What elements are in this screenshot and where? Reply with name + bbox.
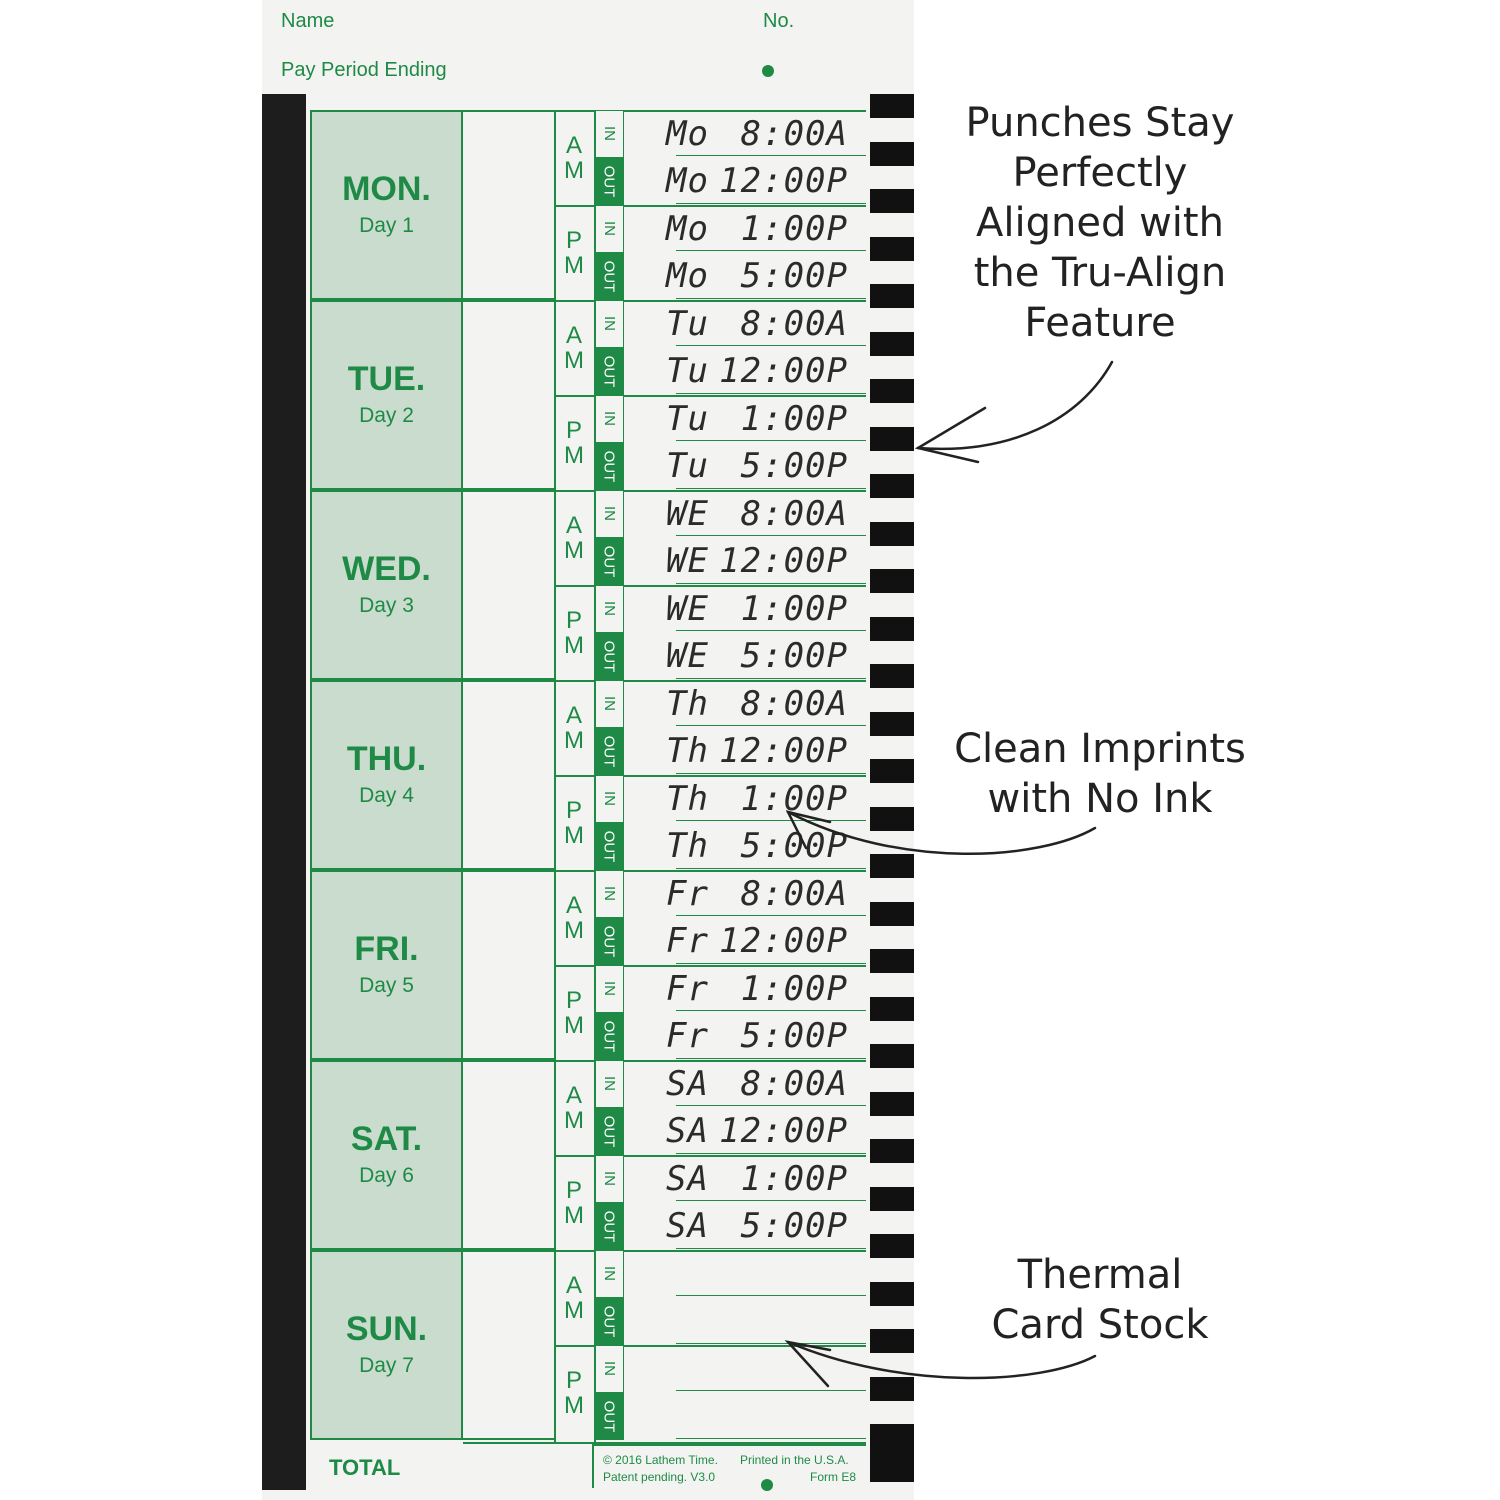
patent-text: Patent pending. V3.0 <box>603 1470 716 1484</box>
out-tag-label: OUT <box>600 735 618 768</box>
in-tag-label: IN <box>600 791 618 807</box>
punch-day: Th <box>666 778 709 819</box>
day-number: Day 1 <box>359 213 414 237</box>
punch-time: 5:00P <box>740 446 848 487</box>
out-tag-label: OUT <box>600 1020 618 1053</box>
punch-day: SA <box>666 1063 709 1104</box>
punch-time: 1:00P <box>740 1158 848 1199</box>
am-label: A M <box>564 1081 584 1134</box>
punch-time: 12:00P <box>719 161 848 202</box>
total-label: TOTAL <box>329 1455 401 1480</box>
punch-time: 1:00P <box>740 588 848 629</box>
punch-time: 1:00P <box>740 398 848 439</box>
punch-time: 1:00P <box>740 968 848 1009</box>
punch-day: Fr <box>666 1016 709 1057</box>
printed-text: Printed in the U.S.A. <box>740 1453 849 1467</box>
day-name: THU. <box>346 740 427 779</box>
punch-time: 8:00A <box>740 1063 848 1104</box>
am-label: A M <box>564 701 584 754</box>
callout-clean-imprints: Clean Imprints with No Ink <box>954 726 1246 822</box>
day-number: Day 4 <box>359 783 414 807</box>
day-name: SAT. <box>350 1120 423 1159</box>
punch-time: 8:00A <box>740 113 848 154</box>
punch-day: SA <box>666 1111 709 1152</box>
in-tag-label: IN <box>600 981 618 997</box>
punch-day: SA <box>666 1206 709 1247</box>
day-number: Day 2 <box>359 403 414 427</box>
day-number: Day 3 <box>359 593 414 617</box>
pm-label: P M <box>564 1176 584 1229</box>
punch-day: WE <box>666 493 709 534</box>
out-tag-label: OUT <box>600 260 618 293</box>
punch-day: Th <box>666 683 709 724</box>
punch-day: Mo <box>666 161 709 202</box>
day-number: Day 5 <box>359 973 414 997</box>
punch-day: Fr <box>666 968 709 1009</box>
arrowhead-tru-align <box>918 408 985 462</box>
in-tag-label: IN <box>600 1361 618 1377</box>
pay-period-label: Pay Period Ending <box>281 59 447 81</box>
out-tag-label: OUT <box>600 450 618 483</box>
punch-day: WE <box>666 541 709 582</box>
punch-time: 5:00P <box>740 256 848 297</box>
pm-label: P M <box>564 796 584 849</box>
pm-label: P M <box>564 226 584 279</box>
day-name: FRI. <box>354 930 419 969</box>
arrowhead-thermal-stock <box>788 1342 830 1386</box>
day-name: MON. <box>342 170 431 209</box>
in-tag-label: IN <box>600 601 618 617</box>
in-tag-label: IN <box>600 506 618 522</box>
in-tag-label: IN <box>600 886 618 902</box>
form-text: Form E8 <box>810 1470 857 1484</box>
punch-time: 5:00P <box>740 826 848 867</box>
in-tag-label: IN <box>600 1171 618 1187</box>
in-tag-label: IN <box>600 316 618 332</box>
arrowhead-clean-imprints <box>788 812 830 848</box>
day-number: Day 7 <box>359 1353 414 1377</box>
punch-time: 5:00P <box>740 1016 848 1057</box>
out-tag-label: OUT <box>600 165 618 198</box>
in-tag-label: IN <box>600 126 618 142</box>
punch-day: Tu <box>666 446 709 487</box>
punch-day: Tu <box>666 351 709 392</box>
punch-time: 8:00A <box>740 873 848 914</box>
in-tag-label: IN <box>600 1076 618 1092</box>
punch-day: Tu <box>666 303 709 344</box>
out-tag-label: OUT <box>600 640 618 673</box>
pm-label: P M <box>564 1366 584 1419</box>
punch-day: Fr <box>666 873 709 914</box>
punch-time: 12:00P <box>719 1111 848 1152</box>
out-tag-label: OUT <box>600 830 618 863</box>
am-label: A M <box>564 511 584 564</box>
pm-label: P M <box>564 606 584 659</box>
punch-day: SA <box>666 1158 709 1199</box>
arrow-thermal-stock <box>788 1342 1095 1378</box>
punch-day: WE <box>666 636 709 677</box>
callout-tru-align: Punches Stay Perfectly Aligned with the Tru-Align Feature <box>965 100 1235 346</box>
in-tag-label: IN <box>600 411 618 427</box>
punch-time: 12:00P <box>719 731 848 772</box>
pm-label: P M <box>564 416 584 469</box>
punch-day: Th <box>666 731 709 772</box>
punch-day: Fr <box>666 921 709 962</box>
out-tag-label: OUT <box>600 1115 618 1148</box>
day-name: SUN. <box>345 1310 428 1349</box>
punch-time: 8:00A <box>740 493 848 534</box>
out-tag-label: OUT <box>600 1210 618 1243</box>
arrow-tru-align <box>918 362 1112 449</box>
punch-time: 12:00P <box>719 541 848 582</box>
pm-label: P M <box>564 986 584 1039</box>
in-tag-label: IN <box>600 221 618 237</box>
punch-time: 5:00P <box>740 636 848 677</box>
day-name: TUE. <box>347 360 426 399</box>
in-tag-label: IN <box>600 696 618 712</box>
punch-time: 12:00P <box>719 921 848 962</box>
copyright-text: © 2016 Lathem Time. <box>603 1453 718 1467</box>
punch-day: Tu <box>666 398 709 439</box>
punch-time: 12:00P <box>719 351 848 392</box>
punch-time: 1:00P <box>740 208 848 249</box>
arrow-clean-imprints <box>788 812 1095 854</box>
callout-thermal-stock: Thermal Card Stock <box>991 1252 1209 1348</box>
am-label: A M <box>564 131 584 184</box>
punch-time: 1:00P <box>740 778 848 819</box>
punch-day: Mo <box>666 256 709 297</box>
am-label: A M <box>564 321 584 374</box>
day-number: Day 6 <box>359 1163 414 1187</box>
punch-day: Mo <box>666 208 709 249</box>
punch-time: 8:00A <box>740 303 848 344</box>
day-name: WED. <box>342 550 431 589</box>
number-label: No. <box>763 10 795 32</box>
punch-time: 5:00P <box>740 1206 848 1247</box>
out-tag-label: OUT <box>600 545 618 578</box>
punch-time: 8:00A <box>740 683 848 724</box>
punch-day: Th <box>666 826 709 867</box>
out-tag-label: OUT <box>600 355 618 388</box>
punch-day: Mo <box>666 113 709 154</box>
name-label: Name <box>281 10 335 32</box>
out-tag-label: OUT <box>600 1400 618 1433</box>
out-tag-label: OUT <box>600 1305 618 1338</box>
in-tag-label: IN <box>600 1266 618 1282</box>
punch-day: WE <box>666 588 709 629</box>
am-label: A M <box>564 1271 584 1324</box>
am-label: A M <box>564 891 584 944</box>
out-tag-label: OUT <box>600 925 618 958</box>
